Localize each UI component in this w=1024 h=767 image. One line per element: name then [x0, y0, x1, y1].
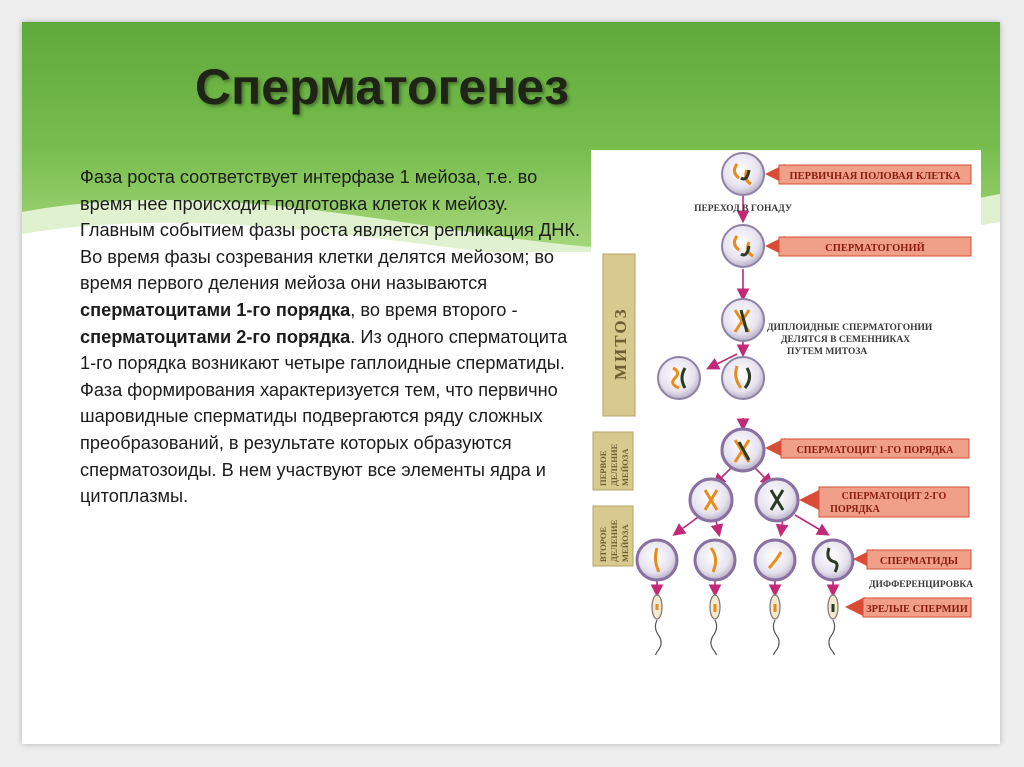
- phase-meiosis2-bar: [593, 506, 633, 566]
- label-spermatocyte-2: [801, 487, 969, 517]
- phase-mitosis-bar: [603, 254, 635, 416]
- cell-daughter-right: [722, 357, 764, 399]
- cell-spermatid-1: [637, 540, 677, 580]
- label-spermatogonium: [767, 237, 971, 256]
- svg-text:ПОРЯДКА: ПОРЯДКА: [830, 504, 880, 515]
- paragraph-text-2: , во время второго -: [350, 299, 518, 320]
- phase-meiosis1-line1: ПЕРВОЕ: [598, 450, 608, 486]
- paragraph-bold-term-2: сперматоцитами 2-го порядка: [80, 326, 351, 347]
- page-title: Сперматогенез: [195, 59, 569, 115]
- cell-primordial: [722, 153, 764, 195]
- phase-meiosis2-line3: МЕЙОЗА: [620, 524, 630, 562]
- cell-spermatocyte-2-right: [756, 479, 798, 521]
- svg-text:СПЕРМАТОЦИТ 1-ГО ПОРЯДКА: СПЕРМАТОЦИТ 1-ГО ПОРЯДКА: [796, 445, 954, 456]
- cell-spermatocyte-2-left: [690, 479, 732, 521]
- spermatogenesis-diagram: [591, 150, 981, 655]
- label-diploid-spermatogonia: [767, 323, 933, 357]
- phase-meiosis1-line2: ДЕЛЕНИЕ: [609, 443, 619, 486]
- label-to-gonad: ПЕРЕХОД В ГОНАДУ: [694, 204, 792, 214]
- cell-spermatocyte-1: [722, 429, 764, 471]
- sperm-3: [770, 595, 780, 655]
- label-mature-sperm: [847, 598, 971, 617]
- svg-text:СПЕРМАТОГОНИЙ: СПЕРМАТОГОНИЙ: [825, 243, 925, 254]
- cell-spermatid-3: [755, 540, 795, 580]
- sperm-1: [652, 595, 662, 655]
- cell-spermatid-2: [695, 540, 735, 580]
- cell-spermatid-4: [813, 540, 853, 580]
- svg-text:ДИПЛОИДНЫЕ СПЕРМАТОГОНИИ: ДИПЛОИДНЫЕ СПЕРМАТОГОНИИ: [767, 323, 933, 333]
- label-differentiation: ДИФФЕРЕНЦИРОВКА: [869, 580, 974, 590]
- paragraph-bold-term-1: сперматоцитами 1-го порядка: [80, 299, 351, 320]
- sperm-4: [828, 595, 838, 655]
- mature-sperm-group: [652, 595, 838, 655]
- label-primordial-cell: [767, 165, 971, 184]
- svg-text:ЗРЕЛЫЕ СПЕРМИИ: ЗРЕЛЫЕ СПЕРМИИ: [866, 604, 968, 615]
- phase-mitosis-label: МИТОЗ: [611, 307, 630, 380]
- cell-daughter-left: [658, 357, 700, 399]
- slide: [22, 22, 1000, 744]
- svg-text:СПЕРМАТИДЫ: СПЕРМАТИДЫ: [879, 556, 959, 567]
- svg-text:СПЕРМАТОЦИТ 2-ГО: СПЕРМАТОЦИТ 2-ГО: [841, 491, 947, 502]
- svg-text:ДЕЛЯТСЯ В СЕМЕННИКАХ: ДЕЛЯТСЯ В СЕМЕННИКАХ: [781, 335, 911, 345]
- paragraph-text-3: . Из одного сперматоцита 1-го порядка возникают четыре гаплоидные сперматиды. Фаза формирования характеризуется тем, что первично шаровидные сперматиды подвергаются ряду сложных преобразований, в результате которых образуются сперматозоиды. В нем участвуют все элементы ядра и цитоплазмы.: [80, 326, 568, 507]
- phase-meiosis1-bar: [593, 432, 633, 490]
- phase-meiosis2-line1: ВТОРОЕ: [598, 526, 608, 562]
- label-spermatocyte-1: [767, 439, 969, 458]
- paragraph-text-1: Фаза роста соответствует интерфазе 1 мейоза, т.е. во время нее происходит подготовка клеток к мейозу. Главным событием фазы роста является репликация ДНК. Во время фазы созревания клетки делятся мейозом; во время первого деления мейоза они называются: [80, 167, 580, 294]
- sperm-2: [710, 595, 720, 655]
- phase-meiosis1-line3: МЕЙОЗА: [620, 448, 630, 486]
- svg-text:ПЕРВИЧНАЯ ПОЛОВАЯ КЛЕТКА: ПЕРВИЧНАЯ ПОЛОВАЯ КЛЕТКА: [789, 171, 961, 182]
- cell-diploid-dividing: [722, 299, 764, 341]
- phase-meiosis2-line2: ДЕЛЕНИЕ: [609, 519, 619, 562]
- label-spermatids: [855, 550, 971, 569]
- cell-spermatogonium: [722, 225, 764, 267]
- body-paragraph: [80, 164, 580, 510]
- svg-text:ПУТЕМ МИТОЗА: ПУТЕМ МИТОЗА: [787, 347, 868, 357]
